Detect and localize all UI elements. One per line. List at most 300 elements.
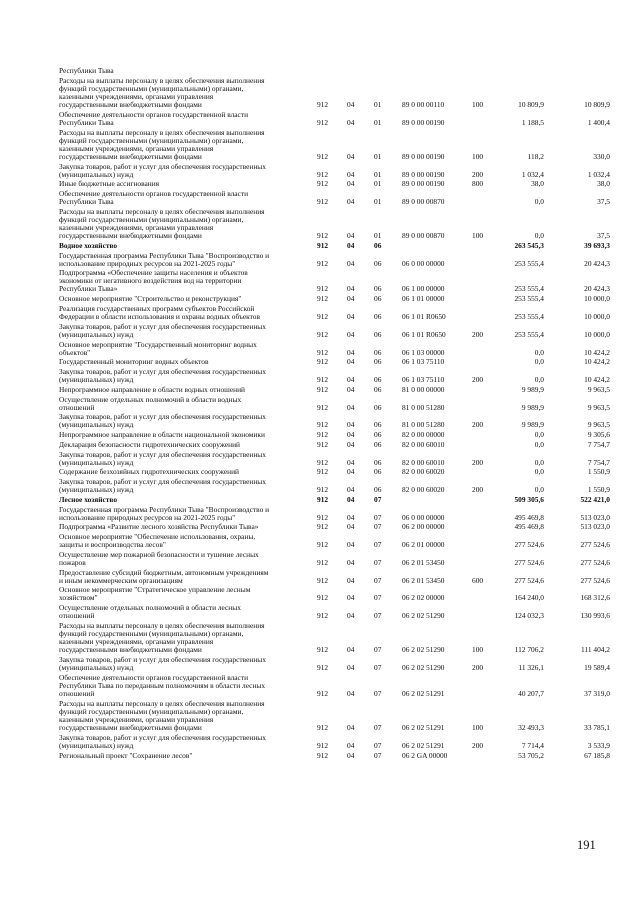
row-name xyxy=(59,368,309,384)
cell-csr: 06 2 02 00000 xyxy=(402,593,445,603)
cell-adm: 912 xyxy=(317,512,329,522)
cell-sub: 07 xyxy=(374,688,382,698)
cell-sub: 06 xyxy=(374,430,382,440)
row-name-line: Подпрограмма «Развитие лесного хозяйства Республики Тыва» xyxy=(59,522,259,532)
cell-v2: 168 312,6 xyxy=(580,593,610,603)
cell-v2: 10 000,0 xyxy=(584,329,610,339)
cell-sec: 04 xyxy=(347,240,355,250)
table-row xyxy=(0,341,639,357)
cell-sub: 07 xyxy=(374,722,382,732)
cell-sec: 04 xyxy=(347,540,355,550)
cell-sec: 04 xyxy=(347,231,355,241)
row-name-line: государственными внебюджетными фондами xyxy=(59,99,202,109)
cell-csr: 06 2 01 00000 xyxy=(402,540,445,550)
cell-vr: 100 xyxy=(472,99,484,109)
cell-v2: 20 424,3 xyxy=(584,258,610,268)
cell-v1: 11 326,1 xyxy=(518,663,544,673)
row-name-line: Расходы на выплаты персоналу в целях обеспечения выполнения xyxy=(59,127,265,137)
cell-v1: 277 524,6 xyxy=(514,540,544,550)
cell-sec: 04 xyxy=(347,457,355,467)
cell-csr: 06 1 03 75110 xyxy=(402,357,445,367)
cell-v1: 40 207,7 xyxy=(518,688,544,698)
cell-v1: 118,2 xyxy=(527,151,544,161)
row-name-line: Государственная программа Республики Тыва "Воспроизводство и xyxy=(59,250,270,260)
cell-sub: 01 xyxy=(374,151,382,161)
cell-v1: 509 305,6 xyxy=(514,494,544,504)
cell-adm: 912 xyxy=(317,722,329,732)
cell-csr: 06 0 00 00000 xyxy=(402,512,445,522)
cell-vr: 200 xyxy=(472,457,484,467)
cell-vr: 200 xyxy=(472,169,484,179)
row-name-line: экономики от негативного воздействия вод на территории xyxy=(59,276,242,286)
row-name-line: Расходы на выплаты персоналу в целях обеспечения выполнения xyxy=(59,698,265,708)
cell-sec: 04 xyxy=(347,375,355,385)
cell-v1: 1 188,5 xyxy=(521,117,544,127)
row-name-line: функций государственными (муниципальными) органами, xyxy=(59,214,244,224)
row-name-line: Республики Тыва xyxy=(59,197,114,207)
cell-sub: 01 xyxy=(374,99,382,109)
cell-sub: 06 xyxy=(374,329,382,339)
row-name-line: Основное мероприятие "Строительство и реконструкция" xyxy=(59,294,242,304)
row-name-line: (муниципальных) нужд xyxy=(59,169,134,179)
table-row xyxy=(0,252,639,268)
cell-v2: 7 754,7 xyxy=(587,457,610,467)
row-name xyxy=(59,252,309,268)
row-name xyxy=(59,208,309,240)
table-row xyxy=(0,180,639,188)
cell-v2: 37,5 xyxy=(597,231,610,241)
cell-csr: 06 1 03 00000 xyxy=(402,347,445,357)
cell-v2: 513 023,0 xyxy=(580,522,610,532)
cell-sub: 07 xyxy=(374,557,382,567)
cell-adm: 912 xyxy=(317,494,329,504)
cell-sub: 06 xyxy=(374,284,382,294)
cell-v2: 130 993,6 xyxy=(580,611,610,621)
row-name-line: Предоставление субсидий бюджетным, автономным учреждениям xyxy=(59,567,269,577)
cell-v2: 10 000,0 xyxy=(584,311,610,321)
row-name xyxy=(59,129,309,161)
cell-v1: 112 706,2 xyxy=(514,645,544,655)
cell-v2: 7 754,7 xyxy=(587,439,610,449)
cell-sec: 04 xyxy=(347,593,355,603)
cell-vr: 200 xyxy=(472,420,484,430)
cell-sub: 06 xyxy=(374,347,382,357)
row-name-line: Закупка товаров, работ и услуг для обеспечения государственных xyxy=(59,412,266,422)
cell-adm: 912 xyxy=(317,611,329,621)
cell-v1: 38,0 xyxy=(531,179,544,189)
row-name-line: отношений xyxy=(59,688,95,698)
row-name-line: Расходы на выплаты персоналу в целях обеспечения выполнения xyxy=(59,206,265,216)
cell-adm: 912 xyxy=(317,258,329,268)
cell-csr: 89 0 00 00870 xyxy=(402,197,445,207)
cell-csr: 06 0 00 00000 xyxy=(402,258,445,268)
row-name-line: Республики Тыва xyxy=(59,66,114,75)
cell-adm: 912 xyxy=(317,151,329,161)
cell-v2: 9 305,6 xyxy=(587,430,610,440)
row-name-line: (муниципальных) нужд xyxy=(59,420,134,430)
cell-sec: 04 xyxy=(347,179,355,189)
table-row xyxy=(0,569,639,585)
cell-vr: 100 xyxy=(472,231,484,241)
cell-sub: 06 xyxy=(374,457,382,467)
cell-adm: 912 xyxy=(317,485,329,495)
cell-sec: 04 xyxy=(347,294,355,304)
cell-v1: 253 555,4 xyxy=(514,329,544,339)
cell-adm: 912 xyxy=(317,540,329,550)
row-name-line: функций государственными (муниципальными) органами, xyxy=(59,135,244,145)
cell-adm: 912 xyxy=(317,750,329,760)
table-row xyxy=(0,305,639,321)
cell-sub: 06 xyxy=(374,375,382,385)
row-name-line: Содержание безхозяйных гидротехнических сооружений xyxy=(59,467,240,477)
table-row xyxy=(0,77,639,109)
cell-adm: 912 xyxy=(317,575,329,585)
row-name xyxy=(59,180,309,188)
row-name-line: (муниципальных) нужд xyxy=(59,329,134,339)
row-name-line: государственными внебюджетными фондами xyxy=(59,231,202,241)
cell-csr: 89 0 00 00190 xyxy=(402,151,445,161)
row-name-line: Осуществление отдельных полномочий в области водных xyxy=(59,394,242,404)
cell-v1: 9 989,9 xyxy=(521,402,544,412)
cell-sec: 04 xyxy=(347,430,355,440)
row-name-line: (муниципальных) нужд xyxy=(59,485,134,495)
row-name-line: казенными учреждениями, органами управления xyxy=(59,143,214,153)
row-name xyxy=(59,622,309,654)
cell-adm: 912 xyxy=(317,439,329,449)
cell-sec: 04 xyxy=(347,311,355,321)
cell-sub: 01 xyxy=(374,231,382,241)
cell-sub: 07 xyxy=(374,494,382,504)
cell-v2: 1 550,9 xyxy=(587,467,610,477)
table-row xyxy=(0,368,639,384)
row-name xyxy=(59,190,309,206)
cell-adm: 912 xyxy=(317,240,329,250)
row-name-line: функций государственными (муниципальными) органами, xyxy=(59,706,244,716)
cell-v1: 32 493,3 xyxy=(518,722,544,732)
cell-sub: 01 xyxy=(374,117,382,127)
row-name xyxy=(59,242,309,250)
cell-sub: 07 xyxy=(374,540,382,550)
table-row xyxy=(0,551,639,567)
row-name xyxy=(59,478,309,494)
cell-v1: 277 524,6 xyxy=(514,575,544,585)
cell-v2: 277 524,6 xyxy=(580,540,610,550)
row-name xyxy=(59,441,309,449)
cell-vr: 100 xyxy=(472,151,484,161)
row-name-line: функций государственными (муниципальными) органами, xyxy=(59,83,244,93)
cell-v1: 10 809,9 xyxy=(518,99,544,109)
cell-v1: 253 555,4 xyxy=(514,311,544,321)
cell-v1: 164 240,0 xyxy=(514,593,544,603)
cell-adm: 912 xyxy=(317,522,329,532)
cell-sec: 04 xyxy=(347,663,355,673)
cell-v1: 9 989,9 xyxy=(521,384,544,394)
row-name-line: Государственная программа Республики Тыва "Воспроизводство и xyxy=(59,504,270,514)
cell-v2: 37 319,0 xyxy=(584,688,610,698)
row-name-line: казенными учреждениями, органами управления xyxy=(59,714,214,724)
row-name-line: Республики Тыва» xyxy=(59,284,118,294)
row-name xyxy=(59,586,309,602)
cell-v1: 253 555,4 xyxy=(514,294,544,304)
table-row xyxy=(0,674,639,698)
row-name xyxy=(59,674,309,698)
cell-v2: 1 400,4 xyxy=(587,117,610,127)
row-name-line: Лесное хозяйство xyxy=(59,494,118,504)
table-row xyxy=(0,622,639,654)
cell-sec: 04 xyxy=(347,357,355,367)
row-name-line: Осуществление мер пожарной безопасности и тушение лесных xyxy=(59,549,259,559)
cell-csr: 06 2 01 53450 xyxy=(402,557,445,567)
cell-adm: 912 xyxy=(317,688,329,698)
cell-v2: 10 000,0 xyxy=(584,294,610,304)
cell-v2: 9 963,5 xyxy=(587,402,610,412)
row-name-line: Закупка товаров, работ и услуг для обеспечения государственных xyxy=(59,732,266,742)
cell-sub: 01 xyxy=(374,197,382,207)
cell-sub: 06 xyxy=(374,384,382,394)
row-name-line: отношений xyxy=(59,402,95,412)
cell-vr: 200 xyxy=(472,740,484,750)
row-name-line: государственными внебюджетными фондами xyxy=(59,722,202,732)
row-name xyxy=(59,358,309,366)
cell-sec: 04 xyxy=(347,467,355,477)
row-name-line: Основное мероприятие "Стратегическое управление лесным xyxy=(59,585,251,595)
cell-sub: 06 xyxy=(374,420,382,430)
table-row xyxy=(0,386,639,394)
table-row xyxy=(0,478,639,494)
cell-v1: 277 524,6 xyxy=(514,557,544,567)
cell-adm: 912 xyxy=(317,645,329,655)
cell-sec: 04 xyxy=(347,722,355,732)
row-name-line: (муниципальных) нужд xyxy=(59,457,134,467)
cell-sec: 04 xyxy=(347,117,355,127)
cell-sub: 06 xyxy=(374,294,382,304)
cell-sec: 04 xyxy=(347,347,355,357)
row-name xyxy=(59,386,309,394)
row-name-line: хозяйством" xyxy=(59,593,98,603)
cell-adm: 912 xyxy=(317,311,329,321)
row-name-line: Закупка товаров, работ и услуг для обеспечения государственных xyxy=(59,655,266,664)
cell-sub: 06 xyxy=(374,240,382,250)
cell-csr: 06 2 01 53450 xyxy=(402,575,445,585)
cell-csr: 89 0 00 00190 xyxy=(402,117,445,127)
row-name-line: Закупка товаров, работ и услуг для обеспечения государственных xyxy=(59,477,266,486)
row-name-line: защиты и воспроизводства лесов" xyxy=(59,540,166,550)
cell-adm: 912 xyxy=(317,430,329,440)
cell-vr: 800 xyxy=(472,179,484,189)
row-name xyxy=(59,569,309,585)
row-name-line: Непрограммное направление в области национальной экономики xyxy=(59,430,265,440)
row-name-line: (муниципальных) нужд xyxy=(59,740,134,750)
table-row xyxy=(0,533,639,549)
row-name-line: Водное хозяйство xyxy=(59,240,118,250)
cell-sub: 06 xyxy=(374,467,382,477)
row-name-line: Расходы на выплаты персоналу в целях обеспечения выполнения xyxy=(59,75,265,85)
row-name-line: использование природных ресурсов на 2021-2025 годы" xyxy=(59,512,236,522)
row-name-line: Осуществление отдельных полномочий в области лесных xyxy=(59,603,241,613)
cell-v1: 0,0 xyxy=(534,347,544,357)
cell-vr: 100 xyxy=(472,722,484,732)
cell-csr: 82 0 00 60020 xyxy=(402,485,445,495)
cell-sub: 06 xyxy=(374,402,382,412)
cell-v2: 9 963,5 xyxy=(587,420,610,430)
cell-csr: 89 0 00 00190 xyxy=(402,169,445,179)
cell-v2: 38,0 xyxy=(597,179,610,189)
table-row xyxy=(0,496,639,504)
cell-sec: 04 xyxy=(347,99,355,109)
row-name xyxy=(59,468,309,476)
row-name-line: Непрограммное направление в области водных отношений xyxy=(59,384,246,394)
cell-sub: 07 xyxy=(374,740,382,750)
cell-csr: 06 2 GA 00000 xyxy=(402,750,448,760)
cell-sub: 07 xyxy=(374,611,382,621)
cell-v1: 0,0 xyxy=(534,375,544,385)
cell-sub: 07 xyxy=(374,663,382,673)
row-name-line: Обеспечение деятельности органов государственной власти xyxy=(59,672,249,682)
cell-sec: 04 xyxy=(347,611,355,621)
cell-csr: 81 0 00 51280 xyxy=(402,402,445,412)
row-name-line: Региональный проект "Сохранение лесов" xyxy=(59,750,193,760)
row-name-line: Обеспечение деятельности органов государственной власти xyxy=(59,189,249,198)
cell-v2: 522 421,0 xyxy=(580,494,610,504)
cell-v1: 9 989,9 xyxy=(521,420,544,430)
cell-sec: 04 xyxy=(347,169,355,179)
cell-sec: 04 xyxy=(347,284,355,294)
cell-v1: 253 555,4 xyxy=(514,258,544,268)
cell-v1: 0,0 xyxy=(534,357,544,367)
row-name-line: Республики Тыва по переданным полномочиям в области лесных xyxy=(59,680,266,690)
cell-sec: 04 xyxy=(347,402,355,412)
cell-csr: 89 0 00 00870 xyxy=(402,231,445,241)
cell-v2: 277 524,6 xyxy=(580,557,610,567)
row-name xyxy=(59,496,309,504)
row-name-line: Подпрограмма «Обеспечение защиты населения и объектов xyxy=(59,268,248,278)
table-row xyxy=(0,323,639,339)
row-name-line: Государственный мониторинг водных объектов xyxy=(59,357,209,367)
row-name-line: Закупка товаров, работ и услуг для обеспечения государственных xyxy=(59,161,266,171)
row-name xyxy=(59,700,309,732)
cell-sec: 04 xyxy=(347,512,355,522)
cell-adm: 912 xyxy=(317,294,329,304)
row-name xyxy=(59,269,309,293)
cell-adm: 912 xyxy=(317,179,329,189)
cell-v1: 7 714,4 xyxy=(521,740,544,750)
row-name-line: объектов" xyxy=(59,347,91,357)
cell-sec: 04 xyxy=(347,384,355,394)
cell-vr: 100 xyxy=(472,645,484,655)
row-name-line: Декларация безопасности гидротехнических сооружений xyxy=(59,439,241,449)
cell-csr: 89 0 00 00110 xyxy=(402,99,445,109)
cell-sec: 04 xyxy=(347,740,355,750)
cell-v2: 19 589,4 xyxy=(584,663,610,673)
table-row xyxy=(0,604,639,620)
cell-csr: 81 0 00 00000 xyxy=(402,384,445,394)
cell-adm: 912 xyxy=(317,420,329,430)
table-row xyxy=(0,506,639,522)
cell-adm: 912 xyxy=(317,384,329,394)
cell-adm: 912 xyxy=(317,740,329,750)
cell-v2: 111 404,2 xyxy=(580,645,610,655)
row-name-line: и иным некоммерческим организациям xyxy=(59,575,183,585)
cell-csr: 06 2 02 51291 xyxy=(402,740,445,750)
cell-sec: 04 xyxy=(347,522,355,532)
table-row xyxy=(0,358,639,366)
cell-vr: 200 xyxy=(472,375,484,385)
row-name-line: казенными учреждениями, органами управления xyxy=(59,91,214,101)
cell-v2: 513 023,0 xyxy=(580,512,610,522)
cell-v1: 495 469,8 xyxy=(514,522,544,532)
row-name xyxy=(59,67,309,75)
cell-csr: 82 0 00 00000 xyxy=(402,430,445,440)
cell-v2: 37,5 xyxy=(597,197,610,207)
row-name-line: пожаров xyxy=(59,557,86,567)
table-row xyxy=(0,295,639,303)
cell-csr: 06 1 03 75110 xyxy=(402,375,445,385)
cell-csr: 06 2 00 00000 xyxy=(402,522,445,532)
table-row xyxy=(0,111,639,127)
cell-csr: 89 0 00 00190 xyxy=(402,179,445,189)
table-row xyxy=(0,269,639,293)
cell-sub: 07 xyxy=(374,575,382,585)
cell-sec: 04 xyxy=(347,494,355,504)
cell-v2: 10 809,9 xyxy=(584,99,610,109)
cell-sub: 06 xyxy=(374,258,382,268)
cell-adm: 912 xyxy=(317,117,329,127)
row-name-line: казенными учреждениями, органами управления xyxy=(59,222,214,232)
cell-adm: 912 xyxy=(317,457,329,467)
row-name-line: Иные бюджетные ассигнования xyxy=(59,179,160,189)
cell-sec: 04 xyxy=(347,420,355,430)
cell-csr: 06 1 01 R0650 xyxy=(402,311,446,321)
cell-vr: 200 xyxy=(472,663,484,673)
table-row xyxy=(0,163,639,179)
cell-v2: 277 524,6 xyxy=(580,575,610,585)
cell-csr: 06 2 02 51291 xyxy=(402,688,445,698)
row-name-line: использование природных ресурсов на 2021-2025 годы" xyxy=(59,258,236,268)
table-row xyxy=(0,700,639,732)
row-name xyxy=(59,752,309,760)
cell-adm: 912 xyxy=(317,593,329,603)
cell-sub: 07 xyxy=(374,522,382,532)
cell-adm: 912 xyxy=(317,357,329,367)
row-name xyxy=(59,604,309,620)
cell-vr: 200 xyxy=(472,485,484,495)
row-name xyxy=(59,734,309,750)
cell-v1: 0,0 xyxy=(534,439,544,449)
table-row xyxy=(0,734,639,750)
cell-adm: 912 xyxy=(317,402,329,412)
cell-v2: 67 185,8 xyxy=(584,750,610,760)
cell-sub: 01 xyxy=(374,169,382,179)
table-row xyxy=(0,523,639,531)
cell-csr: 81 0 00 51280 xyxy=(402,420,445,430)
row-name xyxy=(59,163,309,179)
row-name-line: отношений xyxy=(59,611,95,621)
cell-adm: 912 xyxy=(317,99,329,109)
table-row xyxy=(0,656,639,672)
cell-sec: 04 xyxy=(347,197,355,207)
cell-sec: 04 xyxy=(347,151,355,161)
cell-adm: 912 xyxy=(317,375,329,385)
cell-sub: 06 xyxy=(374,485,382,495)
cell-csr: 06 2 02 51290 xyxy=(402,645,445,655)
cell-v1: 0,0 xyxy=(534,467,544,477)
row-name xyxy=(59,431,309,439)
table-row xyxy=(0,441,639,449)
cell-sub: 07 xyxy=(374,645,382,655)
cell-adm: 912 xyxy=(317,557,329,567)
cell-csr: 06 2 02 51290 xyxy=(402,663,445,673)
row-name-line: Обеспечение деятельности органов государственной власти xyxy=(59,109,249,119)
